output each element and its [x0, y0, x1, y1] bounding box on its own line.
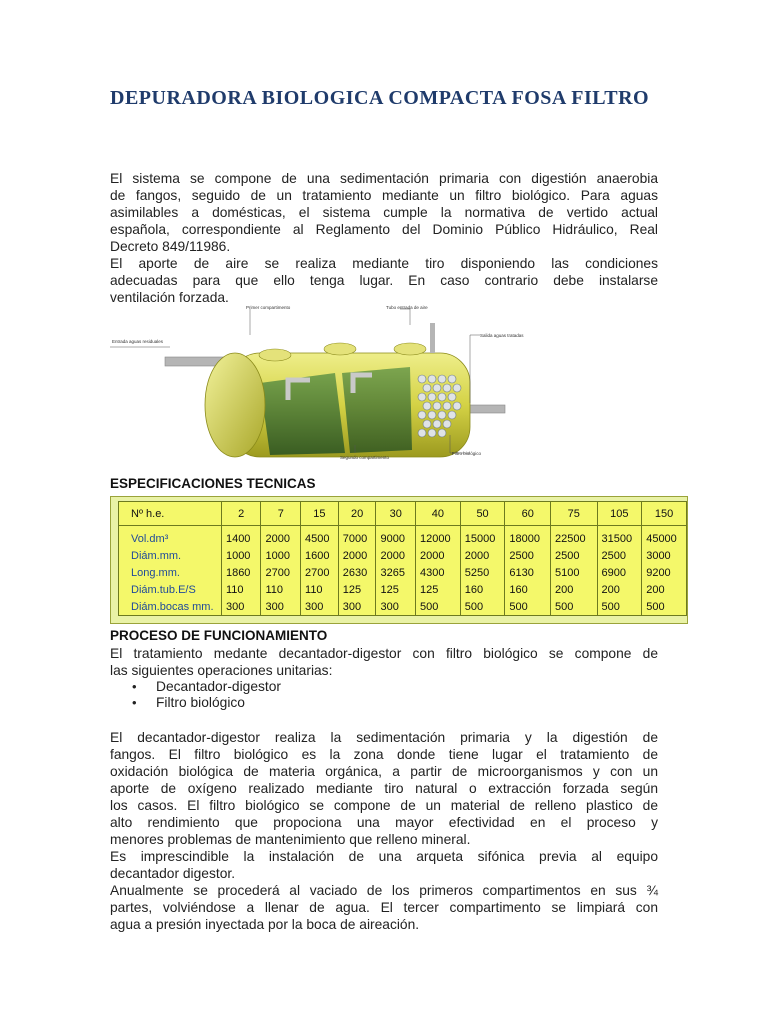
table-header-cell: 2 [221, 502, 261, 526]
table-cell: 2630 [338, 564, 376, 581]
label-outlet: Salida aguas tratadas [480, 333, 524, 338]
manhole-3 [394, 343, 426, 355]
process-intro [110, 645, 658, 679]
text-line: de fangos, seguido de un tratamiento mediante un filtro biológico. Para aguas [110, 188, 658, 203]
table-cell: 22500 [551, 526, 597, 548]
table-cell: 1600 [301, 547, 339, 564]
manhole-1 [259, 349, 291, 361]
table-row [119, 564, 687, 581]
table-cell: 2500 [597, 547, 642, 564]
table-cell: 300 [376, 598, 416, 616]
row-label: Vol.dm³ [119, 526, 222, 548]
table-cell: 45000 [642, 526, 687, 548]
table-cell: 160 [505, 581, 551, 598]
table-cell: 300 [261, 598, 301, 616]
table-cell: 5250 [460, 564, 505, 581]
label-first: Primer compartimento [246, 305, 291, 310]
table-header-cell: 30 [376, 502, 416, 526]
table-cell: 2700 [261, 564, 301, 581]
tank-end-cap [205, 353, 265, 457]
text-line: menores problemas de mantenimiento que relleno mineral. [110, 832, 471, 847]
first-compartment [260, 373, 345, 455]
table-cell: 7000 [338, 526, 376, 548]
process-heading: PROCESO DE FUNCIONAMIENTO [110, 628, 328, 643]
tank-diagram [110, 305, 524, 465]
table-cell: 12000 [416, 526, 461, 548]
text-line: Es imprescindible la instalación de una arqueta sifónica previa al equipo [110, 849, 658, 864]
table-cell: 31500 [597, 526, 642, 548]
table-cell: 500 [460, 598, 505, 616]
text-line: aporte de oxígeno realizado mediante tiro natural o extracción forzada según [110, 781, 658, 796]
table-cell: 125 [376, 581, 416, 598]
list-item: • Decantador-digestor [132, 679, 281, 695]
table-row [119, 598, 687, 616]
table-header-cell: 40 [416, 502, 461, 526]
table-header-label: Nº h.e. [119, 502, 222, 526]
table-cell: 4500 [301, 526, 339, 548]
table-cell: 18000 [505, 526, 551, 548]
table-cell: 125 [338, 581, 376, 598]
table-row [119, 526, 687, 548]
row-label: Diám.mm. [119, 547, 222, 564]
label-second: Segundo compartimento [340, 455, 390, 460]
text-line: El decantador-digestor realiza la sedimentación primaria y la digestión de [110, 730, 658, 745]
table-cell: 300 [221, 598, 261, 616]
table-cell: 4300 [416, 564, 461, 581]
table-cell: 2000 [338, 547, 376, 564]
table-cell: 300 [338, 598, 376, 616]
label-inlet: Entrada aguas residuales [112, 339, 164, 344]
intro-paragraph [110, 170, 658, 306]
text-line: adecuadas para que ello tenga lugar. En caso contrario debe instalarse [110, 273, 658, 288]
table-cell: 300 [301, 598, 339, 616]
table-cell: 160 [460, 581, 505, 598]
table-cell: 6130 [505, 564, 551, 581]
table-cell: 110 [301, 581, 339, 598]
table-cell: 1000 [261, 547, 301, 564]
table-cell: 15000 [460, 526, 505, 548]
table-cell: 2000 [460, 547, 505, 564]
table-cell: 110 [221, 581, 261, 598]
text-line: asimilables a domésticas, el sistema cumple la normativa de vertido actual [110, 205, 658, 220]
body-paragraph [110, 729, 658, 933]
table-cell: 1860 [221, 564, 261, 581]
row-label: Long.mm. [119, 564, 222, 581]
row-label: Diám.tub.E/S [119, 581, 222, 598]
table-header-cell: 105 [597, 502, 642, 526]
text-line: alto rendimiento que propociona una mayor efectividad en el proceso y [110, 815, 658, 830]
table-cell: 6900 [597, 564, 642, 581]
text-line: oxidación biológica de materia orgánica, a partir de microorganismos y con un [110, 764, 658, 779]
table-cell: 125 [416, 581, 461, 598]
text-line: El aporte de aire se realiza mediante tiro disponiendo las condiciones [110, 256, 658, 271]
air-pipe [430, 323, 435, 353]
text-line: Anualmente se procederá al vaciado de los primeros compartimentos en sus ¾ [110, 883, 658, 898]
spec-table-panel [110, 496, 688, 624]
text-line: los casos. El filtro biológico se compone de un material de relleno plastico de [110, 798, 658, 813]
table-cell: 5100 [551, 564, 597, 581]
table-cell: 2500 [551, 547, 597, 564]
table-cell: 500 [416, 598, 461, 616]
table-cell: 2700 [301, 564, 339, 581]
table-cell: 200 [551, 581, 597, 598]
table-cell: 110 [261, 581, 301, 598]
table-cell: 1400 [221, 526, 261, 548]
text-line: decantador digestor. [110, 866, 236, 881]
table-cell: 2000 [376, 547, 416, 564]
label-filter: Filtro biológico [452, 451, 482, 456]
table-header-cell: 75 [551, 502, 597, 526]
text-line: El sistema se compone de una sedimentación primaria con digestión anaerobia [110, 171, 658, 186]
table-header-cell: 50 [460, 502, 505, 526]
label-air: Tubo entrada de aire [386, 305, 428, 310]
table-row [119, 581, 687, 598]
text-line: agua a presión inyectada por la boca de aireación. [110, 917, 420, 932]
table-cell: 2000 [261, 526, 301, 548]
table-cell: 9200 [642, 564, 687, 581]
row-label: Diám.bocas mm. [119, 598, 222, 616]
table-cell: 500 [597, 598, 642, 616]
table-cell: 200 [642, 581, 687, 598]
table-cell: 9000 [376, 526, 416, 548]
table-cell: 2500 [505, 547, 551, 564]
table-header-cell: 7 [261, 502, 301, 526]
list-item: • Filtro biológico [132, 695, 281, 711]
table-cell: 2000 [416, 547, 461, 564]
text-line: fangos. El filtro biológico es la zona donde tiene lugar el tratamiento de [110, 747, 658, 762]
spec-heading: ESPECIFICACIONES TECNICAS [110, 476, 316, 491]
text-line: española, correspondiente al Reglamento del Dominio Público Hidráulico, Real [110, 222, 658, 237]
text-line: partes, volviéndose a llenar de agua. El tercer compartimento se limpiará con [110, 900, 658, 915]
text-line: Decreto 849/11986. [110, 239, 231, 254]
operations-list [132, 679, 281, 711]
table-header-cell: 20 [338, 502, 376, 526]
table-header-cell: 60 [505, 502, 551, 526]
text-line: El tratamiento medante decantador-digestor con filtro biológico se compone de [110, 646, 658, 661]
table-cell: 1000 [221, 547, 261, 564]
outlet-pipe [465, 405, 505, 413]
table-cell: 200 [597, 581, 642, 598]
table-cell: 3265 [376, 564, 416, 581]
spec-table [118, 501, 687, 616]
table-cell: 3000 [642, 547, 687, 564]
text-line: ventilación forzada. [110, 290, 229, 305]
text-line: las siguientes operaciones unitarias: [110, 663, 333, 678]
table-header-cell: 15 [301, 502, 339, 526]
table-cell: 500 [551, 598, 597, 616]
page-title: DEPURADORA BIOLOGICA COMPACTA FOSA FILTRO [110, 87, 650, 109]
table-row [119, 547, 687, 564]
table-header-cell: 150 [642, 502, 687, 526]
table-cell: 500 [505, 598, 551, 616]
table-cell: 500 [642, 598, 687, 616]
manhole-2 [324, 343, 356, 355]
